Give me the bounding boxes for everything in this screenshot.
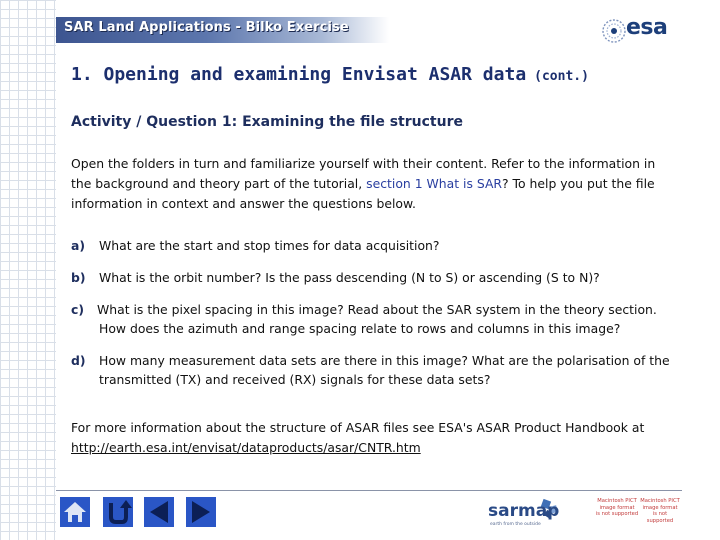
return-icon[interactable]: [103, 497, 133, 527]
question-label: b): [71, 270, 86, 285]
section-link[interactable]: section 1 What is SAR: [366, 176, 503, 191]
activity-heading: Activity / Question 1: Examining the file structure: [71, 114, 463, 130]
placeholder-line: image format: [599, 504, 635, 511]
more-info-text: For more information about the structure of ASAR files see ESA's ASAR Product Handbook at: [71, 420, 645, 435]
intro-text-1: Open the folders in turn and familiarize yourself with their content. Refer to the information in the background and theory part of the tutorial,: [71, 156, 656, 191]
placeholder-line: is not supported: [595, 511, 639, 517]
placeholder-line: Macintosh PICT: [640, 498, 680, 504]
question-text: What is the orbit number? Is the pass descending (N to S) or ascending (S to N)?: [99, 270, 600, 285]
question-text: What are the start and stop times for data acquisition?: [99, 238, 440, 253]
home-icon[interactable]: [60, 497, 90, 527]
page-title-main: 1. Opening and examining Envisat ASAR data: [71, 64, 527, 85]
pict-placeholder: [592, 498, 642, 518]
intro-paragraph: [71, 154, 671, 214]
sarmap-tagline: earth from the outside: [490, 522, 541, 527]
sarmap-logo-text: sarmap: [488, 501, 560, 521]
question-label: a): [71, 238, 86, 253]
pict-placeholder: [640, 498, 680, 524]
question-text-line2: How does the azimuth and range spacing relate to rows and columns in this image?: [99, 321, 621, 336]
question-text-line1: What is the pixel spacing in this image? Read about the SAR system in the theory section.: [97, 302, 657, 317]
question-c: [71, 300, 671, 338]
question-text-line2: transmitted (TX) and received (RX) signals for these data sets?: [99, 372, 491, 387]
handbook-link[interactable]: http://earth.esa.int/envisat/dataproducts/asar/CNTR.htm: [71, 440, 421, 455]
page-title-cont: (cont.): [534, 69, 589, 84]
intro-text-2: ? To help you put the file information in context and answer the questions below.: [71, 176, 655, 211]
next-icon[interactable]: [186, 497, 216, 527]
esa-logo-text: esa: [626, 15, 668, 40]
placeholder-line: Macintosh PICT: [597, 498, 637, 504]
page-title: [71, 64, 589, 85]
question-label: d): [71, 353, 86, 368]
question-b: [71, 268, 671, 287]
question-a: [71, 236, 671, 255]
question-text-line1: How many measurement data sets are there in this image? What are the polarisation of the: [99, 353, 670, 368]
question-label: c): [71, 302, 85, 317]
placeholder-line: is not supported: [646, 511, 674, 524]
footer-divider: [56, 490, 682, 491]
more-info-paragraph: [71, 418, 671, 458]
placeholder-line: image format: [642, 504, 678, 511]
previous-icon[interactable]: [144, 497, 174, 527]
question-d: [71, 351, 671, 389]
header-title: SAR Land Applications - Bilko Exercise: [64, 20, 349, 35]
